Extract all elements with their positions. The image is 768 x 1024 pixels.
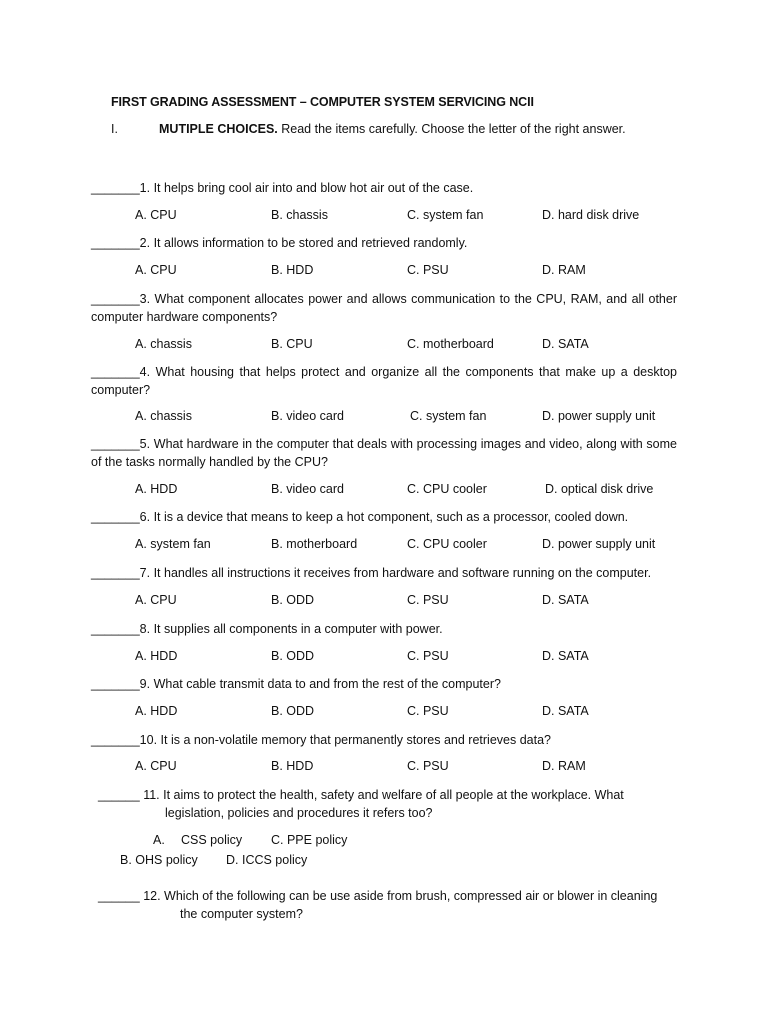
option-a: CSS policy [181,833,243,847]
question-text-continued: the computer system? [180,907,303,921]
question-5 [91,435,677,471]
answer-blank[interactable]: _______ [91,677,140,691]
option-d: D. SATA [542,649,589,663]
question-10-options [0,757,768,775]
option-a: A. CPU [135,593,177,607]
question-text: 11. It aims to protect the health, safety and welfare of all people at the workplace. What [139,788,624,802]
option-c: C. CPU cooler [407,537,487,551]
question-7-options [0,591,768,609]
option-c: C. system fan [407,208,484,222]
answer-blank[interactable]: ______ [98,889,140,903]
option-c: C. PPE policy [271,833,348,847]
question-text: 5. What hardware in the computer that deals with processing images and video, along with some of the tasks normally handled by the CPU? [91,437,677,469]
question-text: 3. What component allocates power and allows communication to the CPU, RAM, and all other computer hardware components? [91,292,677,324]
option-a: A. HDD [135,482,178,496]
option-d: D. power supply unit [542,537,656,551]
answer-blank[interactable]: _______ [91,236,140,250]
option-a: A. chassis [135,409,192,423]
answer-blank[interactable]: _______ [91,292,140,306]
section-instructions [159,121,626,137]
option-b: B. video card [271,482,344,496]
option-a: A. chassis [135,337,192,351]
section-number: I. [111,122,118,136]
option-d: D. SATA [542,337,589,351]
answer-blank[interactable]: _______ [91,733,140,747]
question-text: 9. What cable transmit data to and from the rest of the computer? [139,677,501,691]
option-a: A. CPU [135,208,177,222]
question-2-options [0,261,768,279]
option-b: B. ODD [271,649,315,663]
question-9-options [0,702,768,720]
option-d: D. SATA [542,704,589,718]
question-3 [91,290,677,326]
answer-blank[interactable]: _______ [91,510,140,524]
option-a: A. CPU [135,263,177,277]
option-c: C. PSU [407,704,449,718]
question-6-options [0,535,768,553]
section-instruction-text: Read the items carefully. Choose the letter of the right answer. [277,122,626,136]
question-text: 7. It handles all instructions it receives from hardware and software running on the computer. [139,566,652,580]
question-text-continued: legislation, policies and procedures it refers too? [165,806,433,820]
question-11 [98,786,677,822]
option-d: D. power supply unit [542,409,656,423]
question-12 [98,887,677,923]
option-b: B. OHS policy [120,853,198,867]
option-a: A. HDD [135,649,178,663]
option-a: A. HDD [135,704,178,718]
option-c: C. PSU [407,759,449,773]
answer-blank[interactable]: _______ [91,566,140,580]
option-b: B. CPU [271,337,313,351]
option-c: C. PSU [407,649,449,663]
question-8-options [0,647,768,665]
option-a: A. system fan [135,537,211,551]
option-d: D. RAM [542,263,586,277]
question-1 [91,179,677,197]
option-b: B. ODD [271,704,315,718]
option-c: C. system fan [410,409,487,423]
option-d: D. optical disk drive [545,482,654,496]
option-a: A. CPU [135,759,177,773]
question-text: 1. It helps bring cool air into and blow hot air out of the case. [139,181,474,195]
option-b: B. chassis [271,208,328,222]
question-9 [91,675,677,693]
option-a-letter: A. [153,833,165,847]
option-c: C. CPU cooler [407,482,487,496]
question-text: 2. It allows information to be stored and retrieved randomly. [139,236,468,250]
option-d: D. SATA [542,593,589,607]
option-b: B. motherboard [271,537,358,551]
question-7 [91,564,677,582]
option-b: B. HDD [271,759,314,773]
option-d: D. ICCS policy [226,853,308,867]
answer-blank[interactable]: _______ [91,181,140,195]
question-text: 6. It is a device that means to keep a hot component, such as a processor, cooled down. [139,510,629,524]
question-11-options-row-1 [0,831,768,849]
option-c: C. PSU [407,263,449,277]
question-10 [91,731,677,749]
option-b: B. video card [271,409,344,423]
answer-blank[interactable]: _______ [91,437,140,451]
question-3-options [0,335,768,353]
question-4-options [0,407,768,425]
answer-blank[interactable]: _______ [91,365,140,379]
answer-blank[interactable]: _______ [91,622,140,636]
question-6 [91,508,677,526]
question-11-options-row-2 [0,851,768,869]
question-text: 4. What housing that helps protect and organize all the components that make up a desktop computer? [91,365,677,397]
question-text: 10. It is a non-volatile memory that permanently stores and retrieves data? [139,733,551,747]
document-title: FIRST GRADING ASSESSMENT – COMPUTER SYSTEM SERVICING NCII [111,95,534,109]
option-b: B. HDD [271,263,314,277]
option-d: D. RAM [542,759,586,773]
section-heading: MUTIPLE CHOICES. [159,122,278,136]
option-b: B. ODD [271,593,315,607]
question-5-options [0,480,768,498]
answer-blank[interactable]: ______ [98,788,140,802]
question-1-options [0,206,768,224]
option-c: C. PSU [407,593,449,607]
option-d: D. hard disk drive [542,208,640,222]
question-text: 8. It supplies all components in a computer with power. [139,622,443,636]
question-text: 12. Which of the following can be use aside from brush, compressed air or blower in cleaning [139,889,658,903]
question-4 [91,363,677,399]
question-2 [91,234,677,252]
option-c: C. motherboard [407,337,494,351]
question-8 [91,620,677,638]
